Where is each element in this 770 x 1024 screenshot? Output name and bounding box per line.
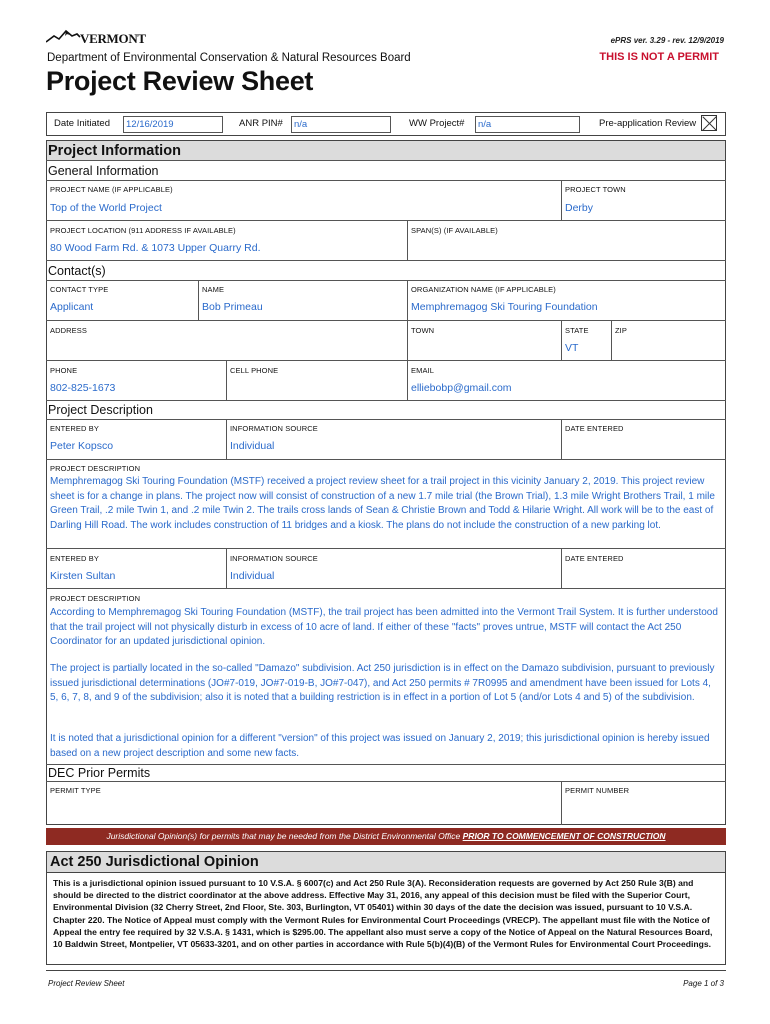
- project-description-paragraph[interactable]: It is noted that a jurisdictional opinion for a different "version" of this project was issued on January 2, 2019; this jurisdictional opinion is hereby issued based on a new project description and some new facts.: [50, 733, 710, 759]
- contact-name-label: NAME: [202, 285, 225, 294]
- project-name-value[interactable]: Top of the World Project: [50, 202, 162, 214]
- project-description-label: PROJECT DESCRIPTION: [50, 594, 141, 603]
- entered-by-value[interactable]: Peter Kopsco: [50, 440, 114, 452]
- state-value[interactable]: VT: [565, 342, 579, 354]
- act250-body: This is a jurisdictional opinion issued pursuant to 10 V.S.A. § 6007(c) and Act 250 Rule 3(A). Reconsideration requests are governed by Act 250 Rule 3(B) and should be directed to the district coordinator at the above address. Effective May 31, 2016, any appeal of this decision must be filed with the Superior Court, Environmental Division (32 Cherry Street, 2nd Floor, Ste. 303, Burlington, VT 05401) within 30 days of the date the decision was issued, pursuant to 10 V.S.A. Chapter 220. The Notice of Appeal must comply with the Vermont Rules for Environmental Court Proceedings (VRECP). The appellant must file with the Notice of Appeal the entry fee required by 32 V.S.A. § 1431, which is $295.00. The appellant also must serve a copy of the Notice of Appeal on the Natural Resources Board, 10 Baldwin Street, Montpelier, VT 05633-3201, and on other parties in accordance with Rule 5(b)(4)(B) of the Vermont Rules for Environmental Court Proceedings.: [46, 873, 726, 965]
- logo-text: VERMONT: [80, 31, 146, 46]
- contact-type-value[interactable]: Applicant: [50, 301, 94, 313]
- date-initiated-field[interactable]: 12/16/2019: [123, 116, 223, 133]
- phone-label: PHONE: [50, 366, 78, 375]
- form-version: ePRS ver. 3.29 - rev. 12/9/2019: [610, 36, 724, 45]
- footer-form-name: Project Review Sheet: [48, 979, 125, 988]
- project-location-value[interactable]: 80 Wood Farm Rd. & 1073 Upper Quarry Rd.: [50, 242, 261, 254]
- general-info-title: General Information: [48, 164, 159, 178]
- pre-application-label: Pre-application Review: [599, 118, 697, 129]
- cell-phone-label: CELL PHONE: [230, 366, 279, 375]
- zip-label: ZIP: [615, 326, 627, 335]
- anr-pin-label: ANR PIN#: [239, 118, 283, 129]
- organization-value[interactable]: Memphremagog Ski Touring Foundation: [411, 301, 598, 313]
- project-description-label: PROJECT DESCRIPTION: [50, 464, 141, 473]
- info-source-label: INFORMATION SOURCE: [230, 554, 318, 563]
- pre-application-checkbox[interactable]: [701, 115, 717, 131]
- project-name-label: PROJECT NAME (IF APPLICABLE): [50, 185, 173, 194]
- entered-by-label: ENTERED BY: [50, 554, 99, 563]
- footer-page-number: Page 1 of 3: [683, 979, 724, 988]
- info-source-label: INFORMATION SOURCE: [230, 424, 318, 433]
- dec-permits-title: DEC Prior Permits: [48, 766, 151, 780]
- date-initiated-label: Date Initiated: [54, 118, 110, 129]
- project-town-value[interactable]: Derby: [565, 202, 594, 214]
- span-label: SPAN(S) (IF AVAILABLE): [411, 226, 498, 235]
- department-name: Department of Environmental Conservation & Natural Resources Board: [47, 52, 411, 64]
- page-title: Project Review Sheet: [46, 66, 314, 96]
- act250-title: Act 250 Jurisdictional Opinion: [50, 854, 259, 870]
- project-location-label: PROJECT LOCATION (911 ADDRESS IF AVAILABLE): [50, 226, 236, 235]
- jurisdiction-bar: [46, 828, 726, 845]
- address-label: ADDRESS: [50, 326, 87, 335]
- phone-value[interactable]: 802-825-1673: [50, 382, 116, 394]
- permit-number-label: PERMIT NUMBER: [565, 786, 630, 795]
- project-town-label: PROJECT TOWN: [565, 185, 626, 194]
- info-source-value[interactable]: Individual: [230, 440, 275, 452]
- email-value[interactable]: elliebobp@gmail.com: [411, 382, 512, 394]
- anr-pin-field[interactable]: n/a: [291, 116, 391, 133]
- project-description-text[interactable]: Memphremagog Ski Touring Foundation (MSTF) received a project review sheet for a trail project in this vicinity January 2, 2019. This project review sheet is for a change in plans. The project now will consist of construction of a new 1.7 mile trial (the Brown Trial), 1.3 mile Wright Brothers Trail, 1 mile Green Trail, .2 mile Twin 1, and .2 mile Twin 2. The trails cross lands of Sean & Christie Brown and Todd & Hilarie Wright. All work will be to the east of Darling Hill Road. The work includes construction of 11 bridges and a kiosk. The plans do not include the construction of a new parking lot.: [50, 476, 715, 531]
- id-row: [46, 112, 726, 136]
- state-label: STATE: [565, 326, 589, 335]
- jurisdiction-bar-emphasis: PRIOR TO COMMENCEMENT OF CONSTRUCTION: [462, 831, 666, 841]
- email-label: EMAIL: [411, 366, 435, 375]
- not-a-permit-notice: THIS IS NOT A PERMIT: [599, 51, 719, 63]
- project-info-title: Project Information: [48, 143, 181, 159]
- date-entered-label: DATE ENTERED: [565, 424, 624, 433]
- organization-label: ORGANIZATION NAME (IF APPLICABLE): [411, 285, 556, 294]
- ww-project-label: WW Project#: [409, 118, 465, 129]
- project-description-title: Project Description: [48, 403, 153, 417]
- town-label: TOWN: [411, 326, 435, 335]
- contact-type-label: CONTACT TYPE: [50, 285, 109, 294]
- entered-by-label: ENTERED BY: [50, 424, 99, 433]
- project-description-paragraph[interactable]: The project is partially located in the so-called "Damazo" subdivision. Act 250 jurisdiction is in effect on the Damazo subdivision, pursuant to previously issued jurisdictional determinations (JO#7-019, JO#7-019-B, JO#7-047), and Act 250 permits # 7R0995 and amendment have been issued for Lots 4, 5, 6, 7, 8, and 9 of the subdivision; also it is noted that a building restriction is in effect in a portion of Lot 5 (and/or Lots 4 and 5) of the subdivision.: [50, 663, 715, 703]
- project-description-paragraph[interactable]: According to Memphremagog Ski Touring Foundation (MSTF), the trail project has been admitted into the Vermont Trail System. It is further understood that the trail project will not physically disturb in excess of 10 acre of land. If either of these "facts" proves untrue, MSTF will contact the Act 250 Coordinator for an updated jurisdictional opinion.: [50, 607, 718, 647]
- contacts-title: Contact(s): [48, 264, 106, 278]
- jurisdiction-bar-text: Jurisdictional Opinion(s) for permits that may be needed from the District Environmental Office: [106, 831, 463, 841]
- contact-name-value[interactable]: Bob Primeau: [202, 301, 263, 313]
- permit-type-label: PERMIT TYPE: [50, 786, 101, 795]
- info-source-value[interactable]: Individual: [230, 570, 275, 582]
- date-entered-label: DATE ENTERED: [565, 554, 624, 563]
- ww-project-field[interactable]: n/a: [475, 116, 580, 133]
- entered-by-value[interactable]: Kirsten Sultan: [50, 570, 116, 582]
